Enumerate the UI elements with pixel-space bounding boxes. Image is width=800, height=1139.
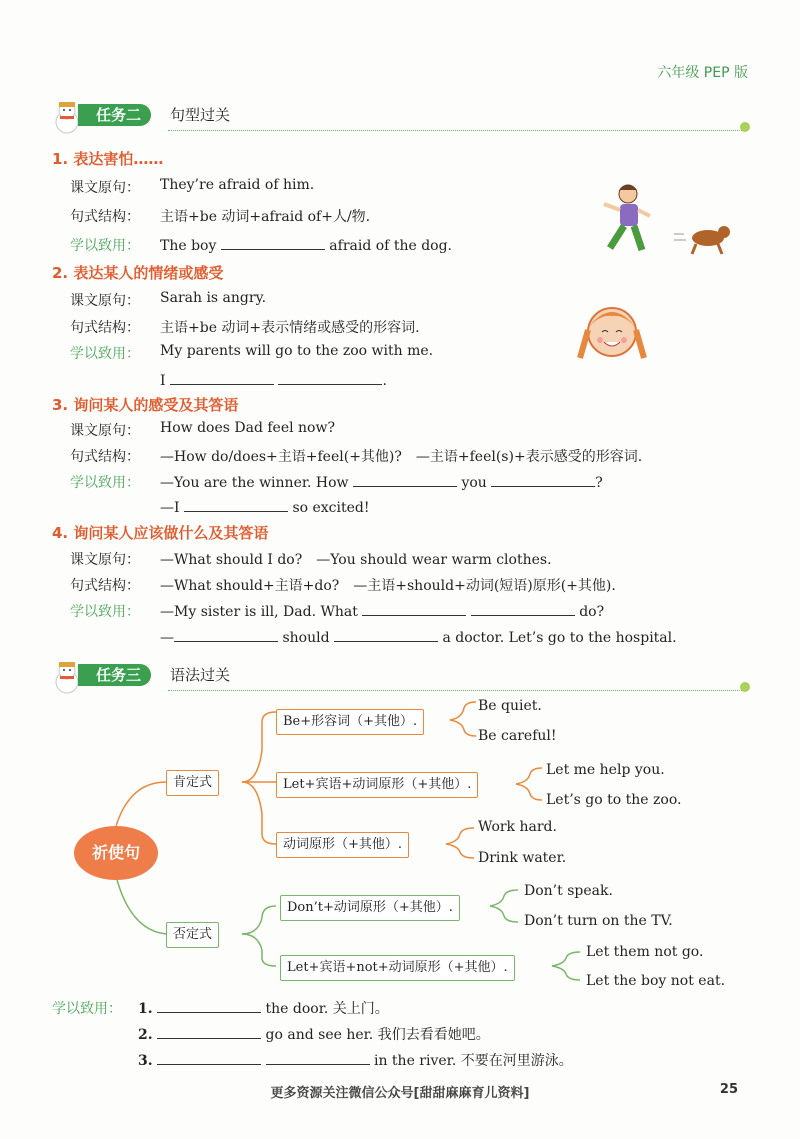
task3-title: 语法过关 [170,666,231,684]
text: go and see her. 我们去看看她吧。 [265,1027,490,1043]
pattern-node: Let+宾语+not+动词原形（+其他）. [280,955,515,981]
example-text: Don’t turn on the TV. [524,913,673,929]
original-label: 课文原句： [70,552,140,568]
text: The boy [160,238,217,254]
item-number: 3. [138,1053,153,1069]
original-sentence: Sarah is angry. [160,290,267,306]
blank-field[interactable] [157,1024,261,1039]
original-label: 课文原句： [70,423,140,439]
text: I [160,373,166,389]
section1-heading: 1. 表达害怕…… [52,150,164,168]
practice-label: 学以致用： [70,604,140,620]
mindmap-center: 祈使句 [74,826,158,880]
practice-item-1 [138,998,389,1018]
practice-line [160,472,603,491]
example-text: Don’t speak. [524,883,613,899]
pattern-node: Be+形容词（+其他）. [276,709,424,735]
text: in the river. 不要在河里游泳。 [373,1053,573,1069]
text: —I [160,500,180,516]
practice-line [160,601,604,620]
blank-field[interactable] [157,1050,261,1065]
task2-header [50,100,750,130]
footer-text: 更多资源关注微信公众号[甜甜麻麻育儿资料] [270,1086,530,1101]
structure-text: —How do/does+主语+feel(+其他)? —主语+feel(s)+表示感受的形容词. [160,449,643,465]
practice-label: 学以致用： [52,1001,122,1017]
original-label: 课文原句： [70,180,140,196]
text: ? [595,475,603,491]
example-text: Drink water. [478,850,567,866]
structure-label: 句式结构： [70,578,140,594]
divider [168,130,742,131]
blank-field[interactable] [174,627,278,642]
practice-line [160,235,452,254]
example-text: Be careful! [478,728,557,744]
affirmative-node: 肯定式 [166,770,219,796]
practice-line [160,627,677,646]
item-number: 1. [138,1001,153,1017]
section3-heading: 3. 询问某人的感受及其答语 [52,396,239,414]
practice-item-2 [138,1024,490,1044]
item-number: 2. [138,1027,153,1043]
girl-illustration [574,296,650,374]
practice-sentence: My parents will go to the zoo with me. [160,343,434,359]
text: —You are the winner. How [160,475,349,491]
practice-label: 学以致用： [70,346,140,362]
original-sentence: They’re afraid of him. [160,177,315,193]
task3-header [50,660,750,690]
example-text: Let the boy not eat. [586,973,726,989]
blank-field[interactable] [334,627,438,642]
original-label: 课文原句： [70,293,140,309]
blank-field[interactable] [170,370,274,385]
task2-badge: 任务二 [78,104,151,126]
page-number: 25 [719,1082,738,1097]
blank-field[interactable] [362,601,466,616]
blank-field[interactable] [491,472,595,487]
task3-badge: 任务三 [78,664,151,686]
task2-title: 句型过关 [170,106,231,124]
boy-dog-illustration [596,182,736,258]
pattern-node: Let+宾语+动词原形（+其他）. [276,772,478,798]
blank-field[interactable] [157,998,261,1013]
text: a doctor. Let’s go to the hospital. [442,630,677,646]
practice-line [160,497,370,516]
section2-heading: 2. 表达某人的情绪或感受 [52,264,224,282]
structure-text: 主语+be 动词+表示情绪或感受的形容词. [160,320,420,336]
blank-field[interactable] [266,1050,370,1065]
text: should [282,630,330,646]
blank-field[interactable] [278,370,382,385]
example-text: Let me help you. [546,762,665,778]
grade-label: 六年级 PEP 版 [657,65,748,81]
text: —My sister is ill, Dad. What [160,604,358,620]
practice-item-3 [138,1050,573,1070]
blank-field[interactable] [221,235,325,250]
structure-text: 主语+be 动词+afraid of+人/物. [160,209,371,225]
text: — [160,630,174,646]
example-text: Work hard. [478,819,557,835]
original-sentence: —What should I do? —You should wear warm clothes. [160,552,552,568]
text: afraid of the dog. [329,238,452,254]
blank-field[interactable] [471,601,575,616]
negative-node: 否定式 [166,922,219,948]
example-text: Be quiet. [478,698,542,714]
text: you [461,475,487,491]
leaf-icon [740,122,750,132]
text: the door. 关上门。 [265,1001,389,1017]
structure-text: —What should+主语+do? —主语+should+动词(短语)原形(+其他). [160,578,616,594]
section4-heading: 4. 询问某人应该做什么及其答语 [52,524,269,542]
text: so excited! [292,500,370,516]
text: . [382,373,387,389]
practice-label: 学以致用： [70,238,140,254]
structure-label: 句式结构： [70,209,140,225]
practice-label: 学以致用： [70,475,140,491]
practice-line [160,370,387,389]
pattern-node: 动词原形（+其他）. [276,832,409,858]
pattern-node: Don’t+动词原形（+其他）. [280,895,460,921]
text: do? [579,604,605,620]
example-text: Let’s go to the zoo. [546,792,682,808]
blank-field[interactable] [184,497,288,512]
blank-field[interactable] [353,472,457,487]
original-sentence: How does Dad feel now? [160,420,335,436]
example-text: Let them not go. [586,944,704,960]
structure-label: 句式结构： [70,320,140,336]
structure-label: 句式结构： [70,449,140,465]
